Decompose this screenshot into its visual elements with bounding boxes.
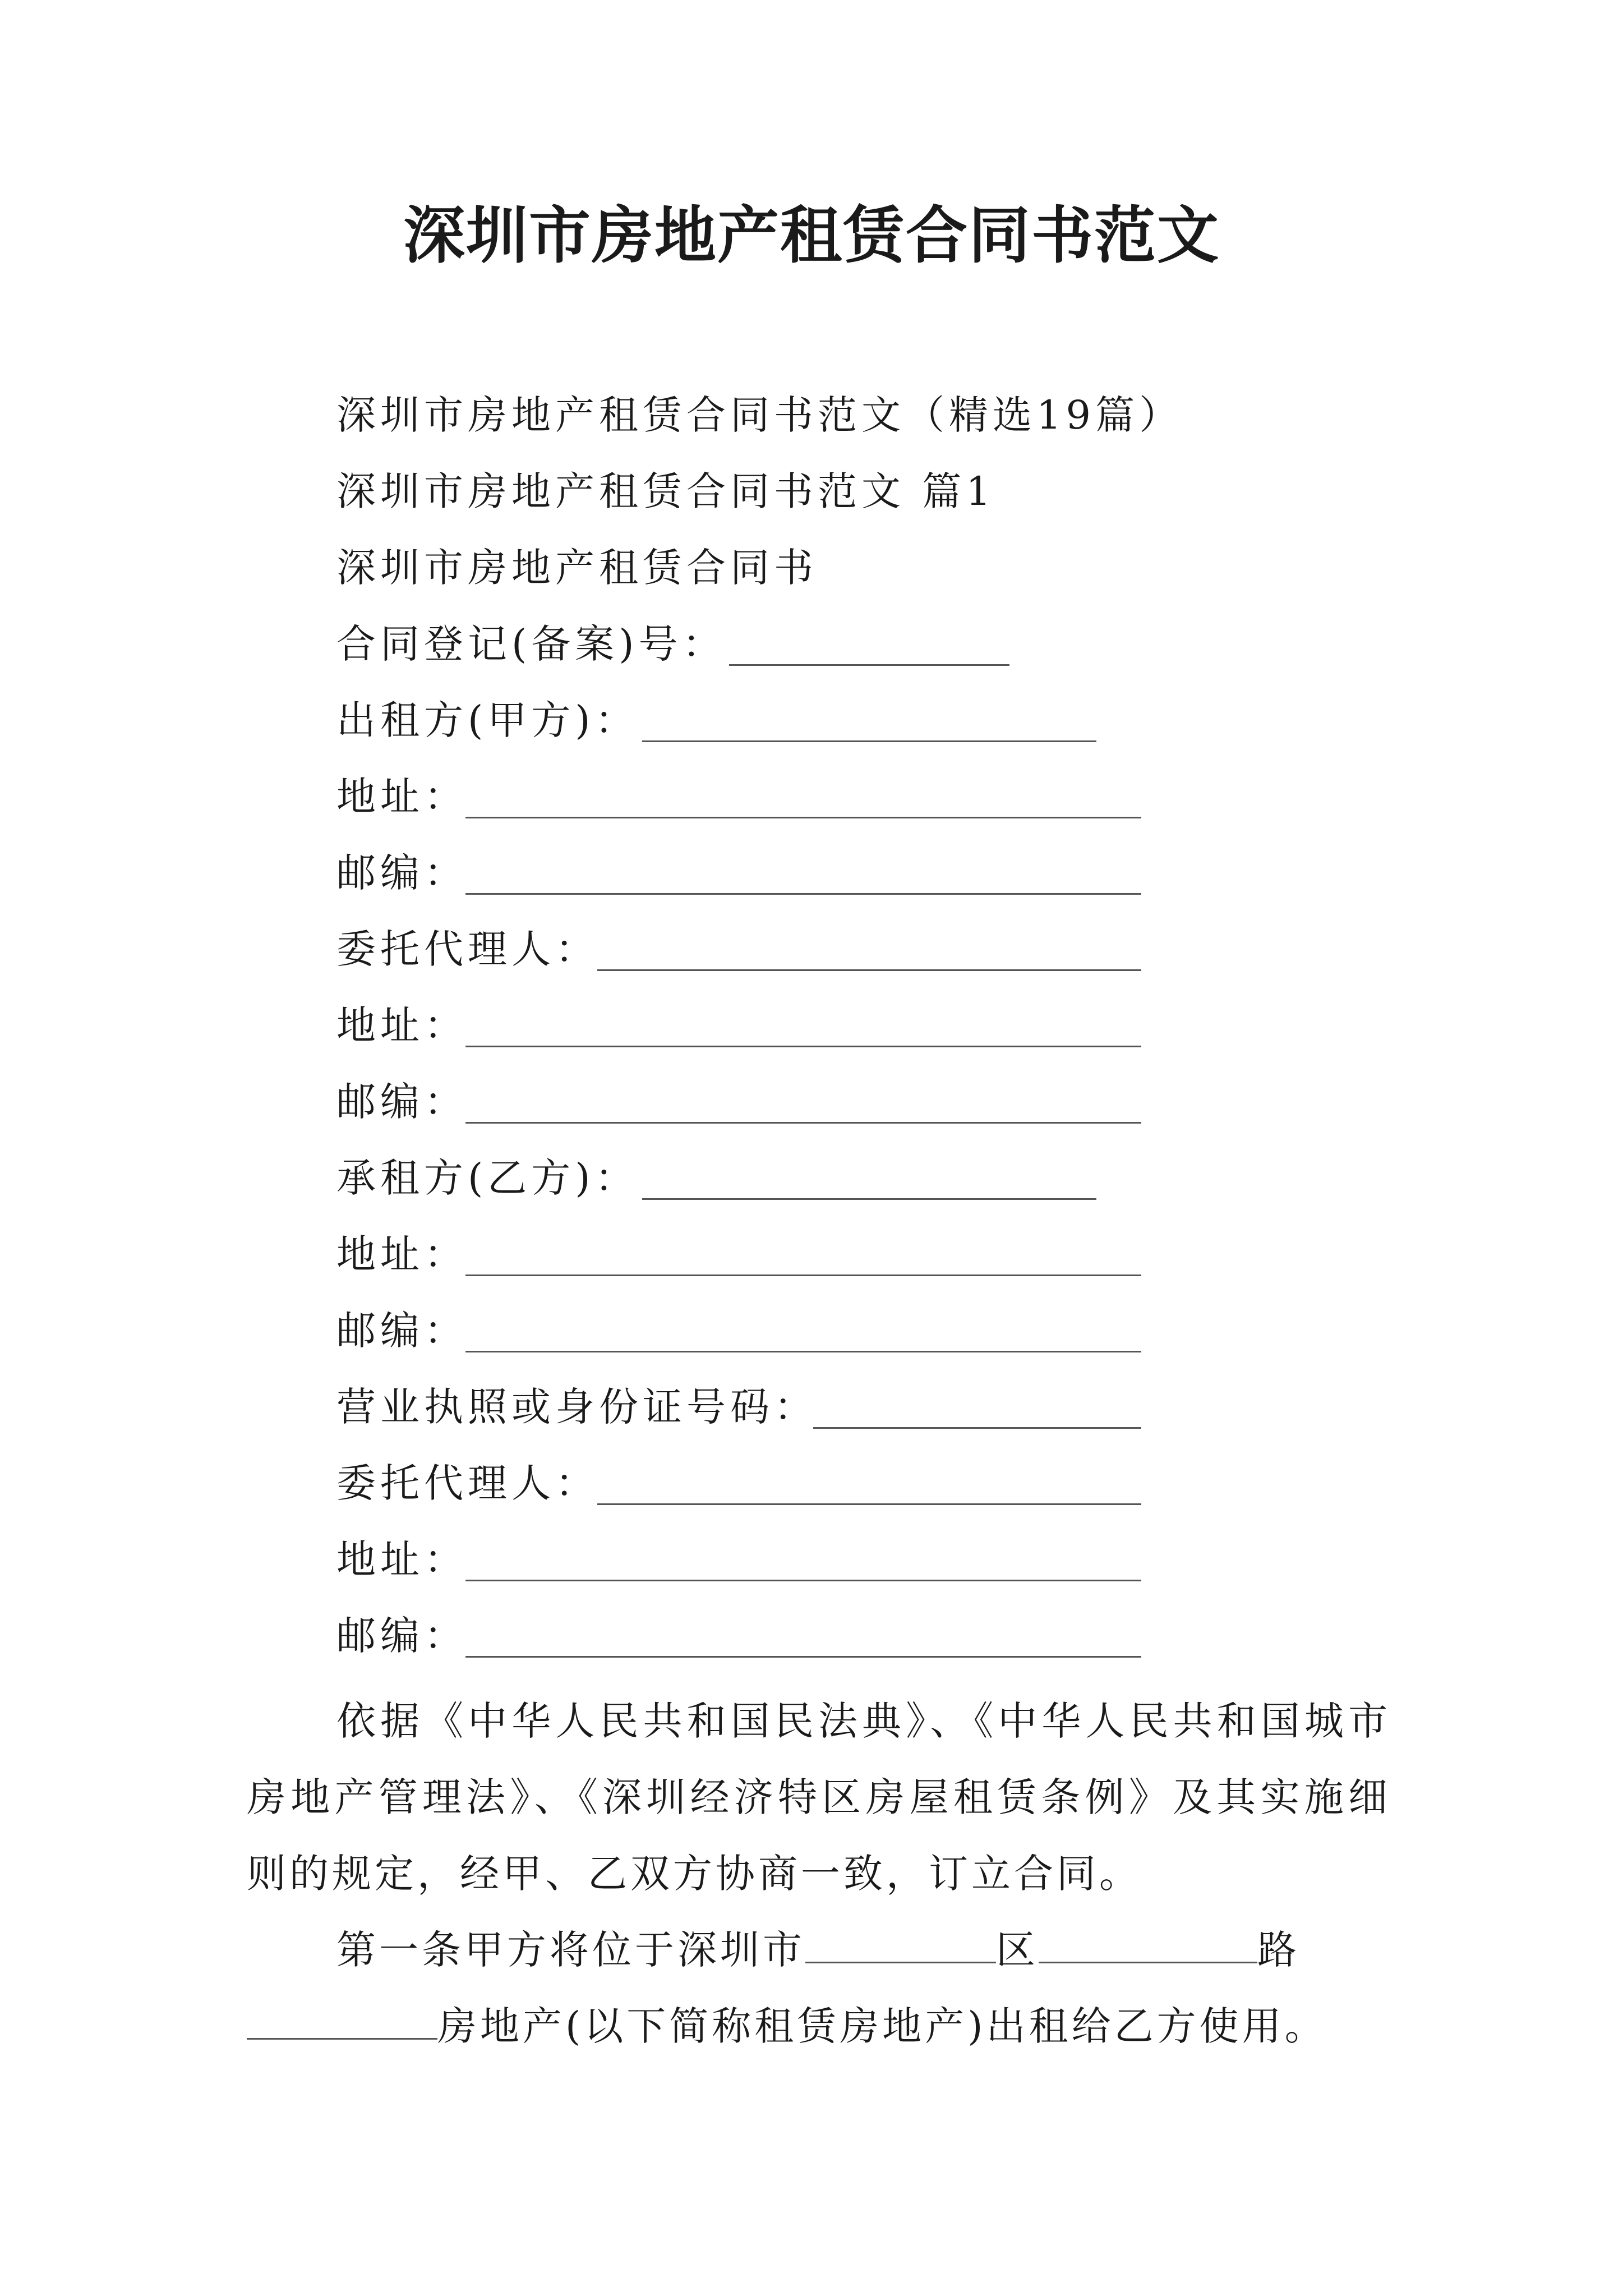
- blank-line: [465, 1351, 1141, 1352]
- intro-line-collection: 深圳市房地产租赁合同书范文（精选19篇）: [336, 392, 1183, 438]
- blank-line: [465, 1580, 1141, 1581]
- field-label: 邮编：: [336, 850, 468, 896]
- blank-line: [465, 1046, 1141, 1047]
- article-1-text-c: 路: [1257, 1927, 1300, 1973]
- field-lessor-agent-address: [336, 997, 468, 1053]
- blank-line: [597, 1503, 1141, 1505]
- blank-line: [465, 817, 1141, 818]
- blank-line: [247, 1999, 437, 2040]
- blank-line: [813, 1427, 1141, 1429]
- intro-line-chapter: 深圳市房地产租赁合同书范文 篇1: [336, 468, 995, 514]
- field-lessee-agent-address: [336, 1531, 468, 1588]
- blank-line: [465, 1274, 1141, 1276]
- field-label: 委托代理人：: [336, 926, 599, 972]
- field-lessor-postcode: [336, 845, 468, 901]
- field-label: 委托代理人：: [336, 1460, 599, 1506]
- blank-line: [805, 1922, 996, 1963]
- blank-line: [729, 664, 1009, 666]
- blank-line: [642, 1198, 1096, 1200]
- article-1-text-a: 第一条甲方将位于深圳市: [336, 1927, 805, 1973]
- field-label: 地址：: [336, 1536, 468, 1582]
- article-1-text-b: 区: [996, 1927, 1039, 1973]
- field-label: 地址：: [336, 1231, 468, 1277]
- field-lessee-agent-postcode: [336, 1608, 468, 1664]
- field-lessee-id: [336, 1379, 818, 1435]
- blank-line: [1039, 1922, 1257, 1963]
- field-label: 邮编：: [336, 1613, 468, 1659]
- field-label: 地址：: [336, 774, 468, 820]
- blank-line: [642, 740, 1096, 742]
- blank-line: [465, 1656, 1141, 1658]
- field-lessee-agent: [336, 1455, 599, 1511]
- paragraph-article-1: [247, 1912, 1391, 2064]
- blank-line: [597, 969, 1141, 971]
- field-registration-no: [336, 616, 726, 672]
- field-lessor-address: [336, 769, 468, 825]
- field-label: 承租方(乙方)：: [336, 1155, 639, 1201]
- intro-line-contract-name: 深圳市房地产租赁合同书: [336, 545, 818, 591]
- field-lessee-address: [336, 1226, 468, 1282]
- paragraph-legal-basis: 依据《中华人民共和国民法典》、《中华人民共和国城市房地产管理法》、《深圳经济特区房屋租赁条例》及其实施细则的规定，经甲、乙双方协商一致，订立合同。: [247, 1698, 1391, 1897]
- document-title: 深圳市房地产租赁合同书范文: [403, 199, 1220, 272]
- article-1-text-d: 房地产(以下简称租赁房地产)出租给乙方使用。: [437, 2003, 1327, 2049]
- field-lessor-agent: [336, 921, 599, 977]
- blank-line: [465, 893, 1141, 895]
- field-label: 合同登记(备案)号：: [336, 621, 726, 667]
- field-lessee: [336, 1150, 639, 1206]
- field-label: 邮编：: [336, 1079, 468, 1125]
- field-label: 邮编：: [336, 1308, 468, 1354]
- field-lessee-postcode: [336, 1303, 468, 1359]
- field-label: 出租方(甲方)：: [336, 697, 639, 743]
- field-label: 营业执照或身份证号码：: [336, 1384, 818, 1430]
- field-lessor-agent-postcode: [336, 1074, 468, 1130]
- field-label: 地址：: [336, 1002, 468, 1048]
- field-lessor: [336, 692, 639, 748]
- blank-line: [465, 1122, 1141, 1124]
